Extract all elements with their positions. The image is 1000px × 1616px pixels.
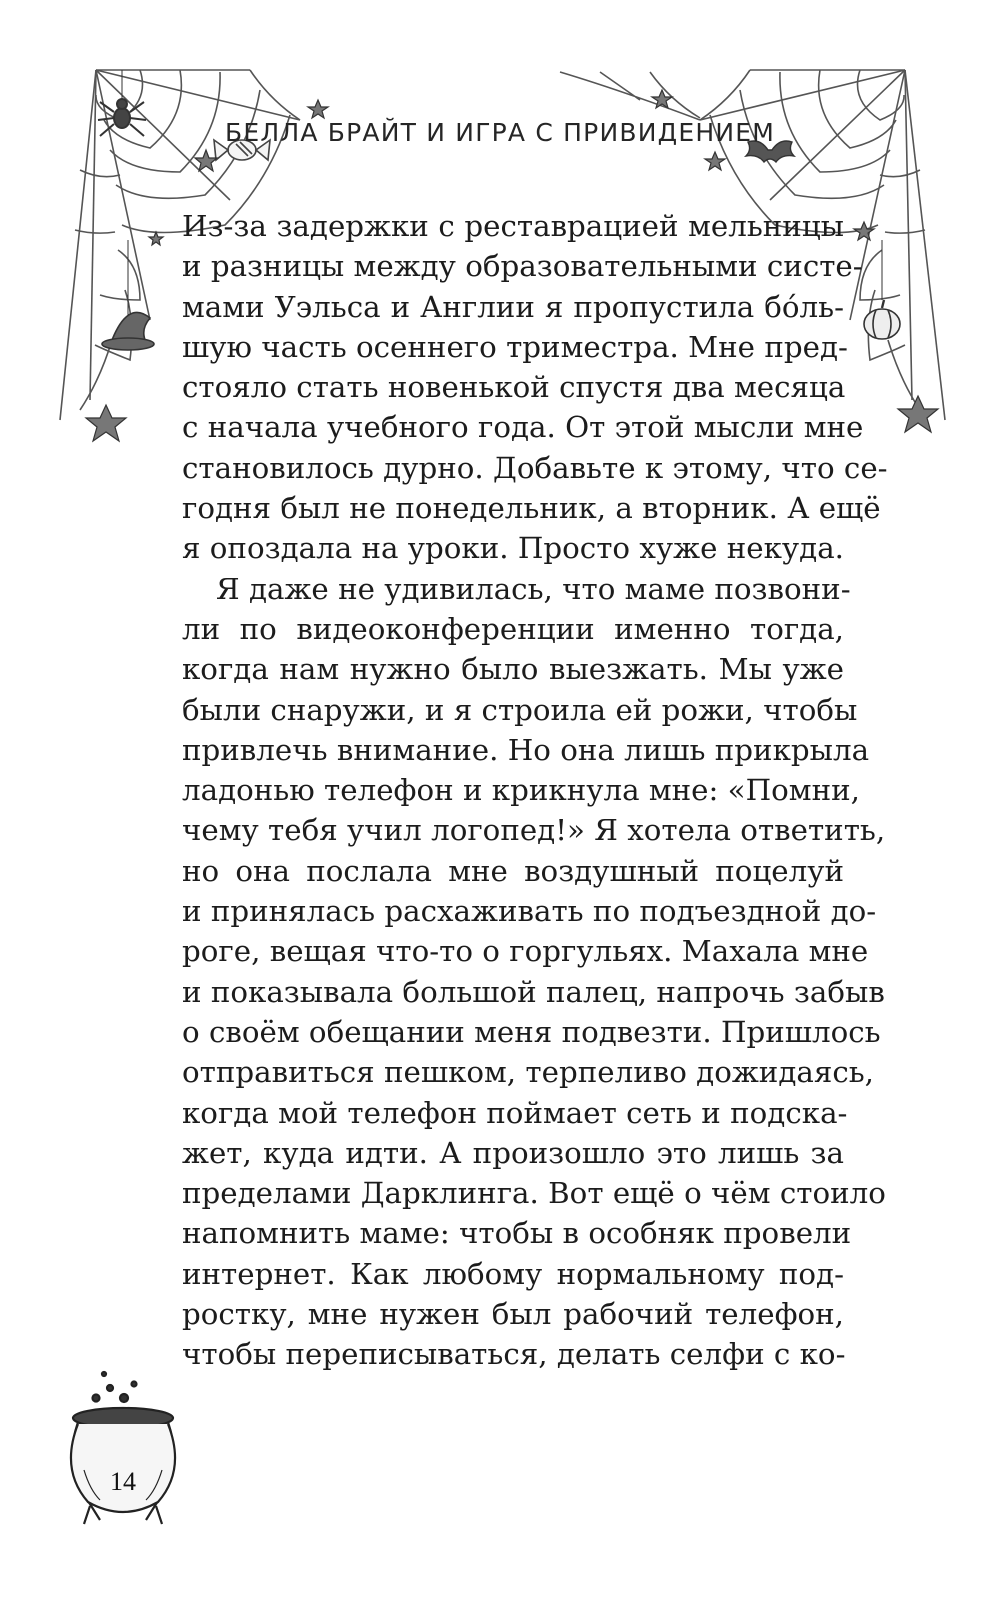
witch-hat-icon [102,240,154,350]
text-line: Из-за задержки с реставрацией мельницы [182,209,844,243]
body-text [182,206,888,1375]
text-line: чему тебя учил логопед!» Я хотела ответить, [182,813,886,848]
text-line: чтобы переписываться, делать селфи с ко- [182,1337,846,1372]
text-line: и показывала большой палец, напрочь забыв [182,974,885,1009]
paragraph-1 [182,206,888,569]
page-number: 14 [110,1467,136,1496]
text-line: но она послала мне воздушный поцелуй [182,853,844,888]
text-line: ли по видеоконференции именно тогда, [182,611,844,646]
text-line: были снаружи, и я строила ей рожи, чтобы [182,692,858,727]
text-line: шую часть осеннего триместра. Мне пред- [182,329,848,364]
text-line: о своём обещании меня подвезти. Пришлось [182,1014,881,1049]
text-line: жет, куда идти. А произошло это лишь за [182,1135,844,1170]
text-line: привлечь внимание. Но она лишь прикрыла [182,732,870,767]
text-line: интернет. Как любому нормальному под- [182,1256,844,1291]
text-line: стояло стать новенькой спустя два месяца [182,370,846,405]
text-line: мами Уэльса и Англии я пропустила бóль- [182,289,844,324]
cauldron-icon [71,1372,175,1524]
text-line: и принялась расхаживать по подъездной до- [182,894,877,929]
text-line: роге, вещая что-то о горгульях. Махала мне [182,934,869,969]
text-line: я опоздала на уроки. Просто хуже некуда. [182,531,844,566]
paragraph-2 [182,569,886,1375]
text-line: ладонью телефон и крикнула мне: «Помни, [182,773,860,808]
text-line: отправиться пешком, терпеливо дожидаясь, [182,1055,874,1090]
text-line: пределами Дарклинга. Вот ещё о чём стоило [182,1176,886,1211]
text-line: когда мой телефон поймает сеть и подска- [182,1095,848,1130]
text-line: становилось дурно. Добавьте к этому, что се- [182,450,888,485]
running-head: БЕЛЛА БРАЙТ И ИГРА С ПРИВИДЕНИЕМ [225,118,775,147]
text-line: Я даже не удивилась, что маме позвони- [216,571,851,606]
text-line: ростку, мне нужен был рабочий телефон, [182,1297,844,1332]
text-line: напомнить маме: чтобы в особняк провели [182,1216,852,1251]
text-line: годня был не понедельник, а вторник. А ещё [182,491,881,526]
text-line: с начала учебного года. От этой мысли мне [182,410,864,445]
text-line: когда нам нужно было выезжать. Мы уже [182,652,844,687]
pumpkin-icon [864,240,900,339]
text-line: и разницы между образовательными систе- [182,249,863,284]
